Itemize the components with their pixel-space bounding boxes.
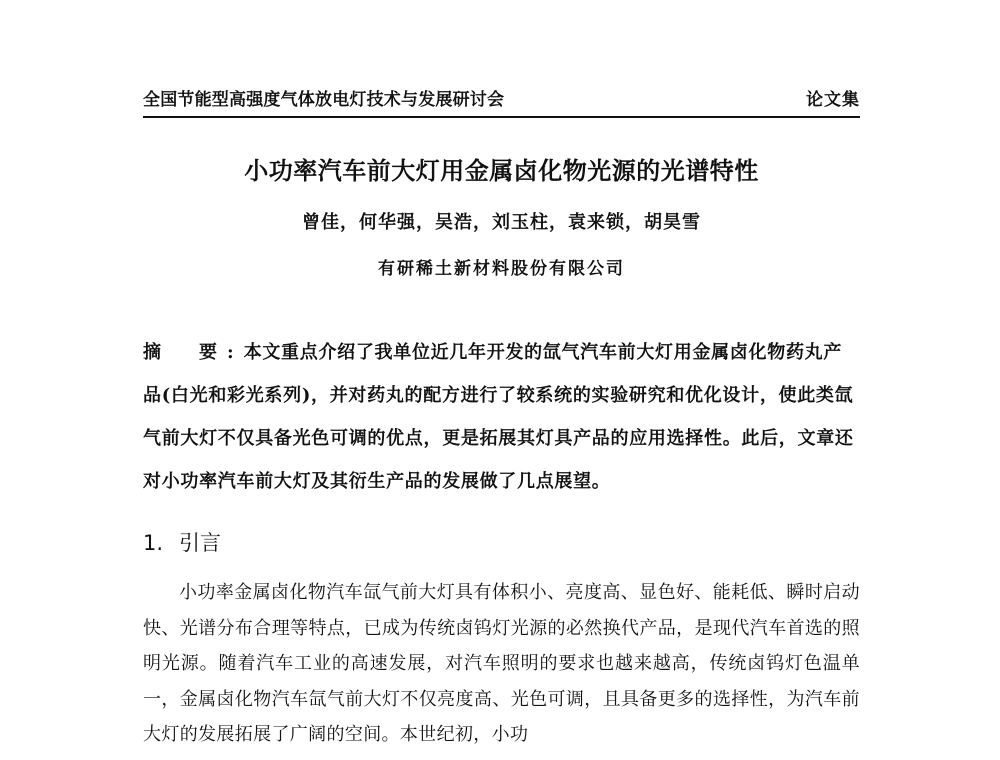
abstract-text: 本文重点介绍了我单位近几年开发的氙气汽车前大灯用金属卤化物药丸产品(白光和彩光系列)，并对药丸的配方进行了较系统的实验研究和优化设计，使此类氙气前大灯不仅具备光色可调的优点，更是拓展其灯具产品的应用选择性。此后，文章还对小功率汽车前大灯及其衍生产品的发展做了几点展望。 — [143, 342, 854, 492]
section-title: 引言 — [179, 531, 221, 555]
conference-name: 全国节能型高强度气体放电灯技术与发展研讨会 — [143, 90, 505, 110]
running-header — [143, 88, 860, 118]
affiliation: 有研稀土新材料股份有限公司 — [378, 259, 625, 279]
author-list: 曾佳，何华强，吴浩，刘玉柱，袁来锁，胡昊雪 — [302, 212, 701, 233]
paper-title: 小功率汽车前大灯用金属卤化物光源的光谱特性 — [244, 157, 759, 185]
header-rule — [143, 116, 860, 118]
section-number: 1. — [143, 531, 164, 555]
abstract-label: 摘 要: — [143, 342, 244, 363]
abstract — [143, 331, 860, 503]
volume-label: 论文集 — [806, 90, 860, 110]
body-paragraph: 小功率金属卤化物汽车氙气前大灯具有体积小、亮度高、显色好、能耗低、瞬时启动快、光谱分布合理等特点，已成为传统卤钨灯光源的必然换代产品，是现代汽车首选的照明光源。随着汽车工业的高速发展，对汽车照明的要求也越来越高，传统卤钨灯色温单一，金属卤化物汽车氙气前大灯不仅亮度高、光色可调，且具备更多的选择性，为汽车前大灯的发展拓展了广阔的空间。本世纪初，小功 — [143, 582, 860, 745]
section-heading — [143, 527, 860, 559]
